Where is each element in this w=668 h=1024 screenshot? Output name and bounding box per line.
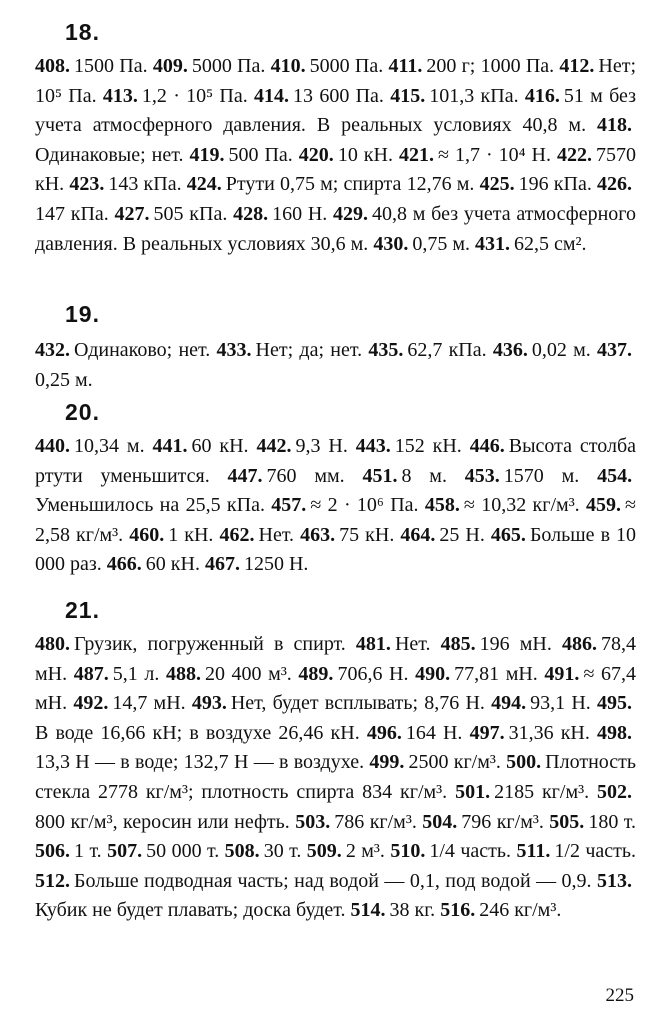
answer-text: 9,3 Н. [295, 435, 348, 457]
answer-text: Кубик не будет плавать; доска будет. [35, 899, 346, 922]
answer-text: Ртути 0,75 м; спирта 12,76 м. [225, 173, 475, 196]
answer-text: 0,02 м. [531, 339, 591, 361]
answer-entry [35, 339, 210, 361]
answer-text: 2500 кг/м³. [408, 751, 501, 774]
answer-text: ≈ 1,7 · 10⁴ Н. [437, 143, 551, 166]
answer-number: 419. [189, 143, 225, 166]
answer-number: 467. [204, 553, 240, 576]
answer-number: 504. [422, 810, 458, 833]
answer-text: 13,3 Н — в воде; 132,7 Н — в воздухе. [35, 751, 365, 774]
answer-entry [441, 633, 552, 655]
answer-number: 459. [586, 494, 622, 517]
answer-text: 505 кПа. [153, 202, 228, 225]
answer-text: 1/2 часть. [554, 840, 637, 863]
answer-entry [192, 692, 485, 714]
section-answers [35, 52, 636, 259]
answer-entry [271, 55, 384, 77]
answer-entry [254, 85, 384, 107]
answer-entry [368, 339, 486, 361]
answer-number: 460. [129, 523, 165, 546]
answer-text: 196 мН. [479, 633, 552, 655]
answer-text: 760 мм. [266, 464, 345, 487]
answer-number: 410. [270, 55, 306, 77]
answer-entry [400, 524, 485, 546]
answer-number: 516. [440, 899, 476, 922]
answer-text: 0,25 м. [35, 368, 93, 391]
answer-text: ≈ 10,32 кг/м³. [463, 494, 580, 517]
answer-number: 494. [491, 692, 527, 715]
answer-text: 2185 кг/м³. [494, 780, 590, 803]
answer-text: 40,8 м без учета атмосферного давления. В реальных условиях 30,6 м. [35, 202, 637, 255]
answer-number: 433. [216, 339, 252, 361]
answer-text: 1570 м. [503, 464, 580, 487]
answer-text: 200 г; 1000 Па. [426, 55, 555, 77]
answer-text: 180 т. [588, 810, 636, 833]
answer-number: 429. [333, 202, 369, 225]
answer-text: ≈ 2,58 кг/м³. [35, 494, 637, 546]
answer-entry [228, 465, 345, 487]
answer-text: 800 кг/м³, керосин или нефть. [35, 810, 290, 833]
answer-text: Нет; 10⁵ Па. [35, 55, 637, 107]
answer-number: 420. [298, 143, 334, 166]
answer-entry [205, 553, 308, 575]
answer-number: 428. [233, 202, 269, 225]
answer-number: 431. [474, 232, 510, 255]
answer-entry [69, 173, 181, 195]
answer-entry [307, 840, 385, 862]
answer-text: В воде 16,66 кН; в воздухе 26,46 кН. [35, 721, 360, 744]
answer-number: 427. [114, 202, 150, 225]
answer-number: 464. [400, 523, 436, 546]
answer-entry [73, 692, 185, 714]
answer-number: 411. [388, 55, 423, 77]
answer-entry [225, 840, 302, 862]
answer-text: 30 т. [263, 840, 302, 863]
answer-text: 143 кПа. [108, 173, 182, 196]
answer-number: 498. [597, 721, 632, 744]
answer-number: 491. [544, 662, 580, 685]
section-answers [35, 336, 636, 395]
answer-number: 424. [186, 173, 222, 196]
answer-entry [300, 524, 394, 546]
answer-number: 414. [254, 84, 290, 107]
answer-number: 496. [366, 721, 402, 744]
answer-entry [295, 811, 417, 833]
answer-entry [422, 811, 544, 833]
answer-text: 164 Н. [405, 721, 463, 744]
answer-number: 513. [596, 869, 632, 892]
answer-text: 1,2 · 10⁵ Па. [141, 84, 248, 107]
answer-number: 458. [424, 494, 460, 517]
answer-entry [35, 55, 148, 77]
answer-number: 443. [355, 435, 391, 457]
answer-text: 93,1 Н. [530, 692, 591, 715]
answer-text: 196 кПа. [518, 173, 592, 196]
page-number: 225 [605, 985, 634, 1006]
answer-entry [129, 524, 213, 546]
answer-entry [298, 663, 408, 685]
answer-text: 10,34 м. [74, 435, 145, 457]
section-heading: 20. [65, 399, 100, 425]
answer-text: 0,75 м. [412, 232, 470, 255]
answer-text: 62,7 кПа. [407, 339, 487, 361]
answer-text: Нет, будет всплывать; 8,76 Н. [230, 692, 485, 715]
answer-entry [480, 173, 592, 195]
answer-text: 77,81 мН. [454, 662, 538, 685]
answer-number: 432. [35, 339, 70, 361]
answer-entry [399, 144, 551, 166]
answer-text: Нет. [394, 633, 431, 655]
answer-text: 60 кН. [191, 435, 249, 457]
answer-number: 499. [369, 751, 405, 774]
answer-number: 503. [295, 810, 331, 833]
answer-entry [189, 144, 292, 166]
answer-entry [440, 899, 561, 921]
answer-text: Уменьшилось на 25,5 кПа. [35, 494, 265, 517]
answer-text: Высота столба ртути уменьшится. [35, 435, 637, 487]
answer-number: 514. [350, 899, 386, 922]
answer-entry [390, 840, 511, 862]
answer-number: 422. [557, 143, 592, 166]
answer-entry [373, 233, 470, 255]
answer-number: 435. [368, 339, 404, 361]
answer-number: 511. [516, 840, 551, 863]
answer-number: 436. [492, 339, 528, 361]
answer-number: 501. [455, 780, 491, 803]
answer-number: 510. [390, 840, 426, 863]
answer-text: 1250 Н. [243, 553, 309, 576]
answer-number: 453. [464, 464, 500, 487]
answer-text: 101,3 кПа. [429, 84, 519, 107]
answer-text: Одинаково; нет. [74, 339, 211, 361]
answer-entry [107, 840, 219, 862]
answer-number: 425. [479, 173, 515, 196]
answer-entry [470, 722, 590, 744]
answer-number: 457. [271, 494, 307, 517]
answer-text: 1 кН. [168, 523, 214, 546]
answer-number: 423. [69, 173, 105, 196]
answer-text: 75 кН. [339, 523, 395, 546]
answer-number: 497. [469, 721, 505, 744]
answer-text: 2 м³. [345, 840, 385, 863]
answer-number: 492. [73, 692, 109, 715]
answer-text: ≈ 2 · 10⁶ Па. [310, 494, 419, 517]
answer-number: 487. [73, 662, 109, 685]
answer-number: 490. [415, 662, 451, 685]
answer-entry [35, 840, 102, 862]
section-answers [35, 630, 636, 926]
answer-entry [388, 55, 554, 77]
answer-entry [351, 899, 436, 921]
answer-entry [217, 339, 363, 361]
answer-number: 426. [597, 173, 632, 196]
answer-number: 463. [300, 523, 336, 546]
answer-text: Нет. [258, 523, 295, 546]
answer-text: 10 кН. [337, 143, 393, 166]
answer-number: 413. [102, 84, 138, 107]
answer-text: 500 Па. [228, 143, 293, 166]
answer-text: 20 400 м³. [204, 662, 292, 685]
answer-entry [415, 663, 538, 685]
answer-entry [299, 144, 393, 166]
answer-number: 502. [596, 780, 632, 803]
answer-text: 5000 Па. [191, 55, 266, 77]
answer-text: 1/4 часть. [429, 840, 512, 863]
answer-text: 38 кг. [389, 899, 436, 922]
answer-number: 486. [562, 633, 597, 655]
answer-number: 430. [373, 232, 409, 255]
answer-entry [103, 85, 248, 107]
answer-text: 5000 Па. [309, 55, 384, 77]
answer-entry [219, 524, 294, 546]
answer-entry [356, 633, 431, 655]
answer-number: 440. [35, 435, 70, 457]
answer-entry [256, 435, 347, 457]
answer-entry [271, 494, 418, 516]
answer-number: 454. [597, 464, 633, 487]
answer-number: 495. [596, 692, 632, 715]
answer-number: 408. [35, 55, 70, 77]
answer-number: 488. [165, 662, 201, 685]
answer-text: 246 кг/м³. [479, 899, 562, 922]
answer-entry [362, 465, 446, 487]
answer-entry [491, 692, 591, 714]
answer-text: 786 кг/м³. [334, 810, 417, 833]
answer-text: Больше подводная часть; над водой — 0,1, под водой — 0,9. [74, 869, 592, 892]
answer-number: 493. [191, 692, 227, 715]
answer-number: 437. [597, 339, 633, 361]
answer-text: 1500 Па. [74, 55, 148, 77]
answer-entry [356, 435, 462, 457]
answer-entry [35, 435, 145, 457]
answer-number: 421. [398, 143, 434, 166]
answer-entry [152, 435, 248, 457]
answer-text: Одинаковые; нет. [35, 143, 184, 166]
answer-number: 447. [227, 464, 263, 487]
answer-text: 31,36 кН. [508, 721, 590, 744]
answer-entry [455, 781, 589, 803]
answer-entry [493, 339, 591, 361]
answer-entry [35, 633, 346, 655]
answer-text: 14,7 мН. [112, 692, 186, 715]
answer-number: 441. [152, 435, 188, 457]
answer-text: 78,4 мН. [35, 633, 637, 685]
answer-text: 152 кН. [394, 435, 462, 457]
answer-number: 451. [362, 464, 398, 487]
answer-entry [516, 840, 636, 862]
answer-text: 1 т. [74, 840, 102, 863]
answer-text: 147 кПа. [35, 202, 109, 225]
answer-number: 446. [469, 435, 505, 457]
answer-entry [153, 55, 266, 77]
answer-entry [187, 173, 475, 195]
answer-entry [475, 233, 587, 255]
answer-text: 706,6 Н. [337, 662, 409, 685]
answer-number: 500. [506, 751, 542, 774]
answer-text: ≈ 67,4 мН. [35, 662, 637, 715]
answer-entry [367, 722, 463, 744]
answer-text: Больше в 10 000 раз. [35, 523, 637, 576]
answer-number: 505. [549, 810, 585, 833]
answer-entry [35, 870, 592, 892]
answer-entry [549, 811, 636, 833]
answer-number: 418. [596, 114, 632, 137]
answer-entry [166, 663, 292, 685]
answer-text: Плотность стекла 2778 кг/м³; плотность спирта 834 кг/м³. [35, 751, 637, 803]
answer-number: 465. [490, 523, 526, 546]
answer-text: 51 м без учета атмосферного давления. В реальных условиях 40,8 м. [35, 84, 637, 137]
answer-number: 508. [224, 840, 260, 863]
answer-text: 8 м. [401, 464, 447, 487]
answer-number: 409. [152, 55, 188, 77]
answer-text: 25 Н. [439, 523, 485, 546]
answer-text: 13 600 Па. [293, 84, 384, 107]
answer-text: 60 кН. [145, 553, 200, 576]
section-heading: 21. [65, 597, 100, 623]
answer-number: 412. [559, 55, 595, 77]
answer-entry [233, 203, 327, 225]
answer-entry [369, 751, 500, 773]
answer-number: 466. [106, 553, 142, 576]
answer-number: 512. [35, 869, 70, 892]
answer-number: 416. [524, 84, 560, 107]
answer-entry [465, 465, 579, 487]
answer-number: 485. [440, 633, 476, 655]
answer-entry [115, 203, 228, 225]
answer-number: 481. [355, 633, 391, 655]
answer-text: 796 кг/м³. [461, 810, 544, 833]
answer-number: 462. [219, 523, 255, 546]
answer-entry [74, 663, 160, 685]
answer-number: 480. [35, 633, 70, 655]
answer-number: 415. [390, 84, 426, 107]
answer-text: 5,1 л. [112, 662, 160, 685]
answer-number: 506. [35, 840, 70, 863]
answer-number: 489. [298, 662, 334, 685]
section-heading: 18. [65, 19, 100, 45]
answer-entry [425, 494, 580, 516]
answer-entry [107, 553, 200, 575]
answer-number: 507. [107, 840, 143, 863]
answer-text: Грузик, погруженный в спирт. [74, 633, 346, 655]
answer-text: Нет; да; нет. [255, 339, 363, 361]
answer-text: 50 000 т. [146, 840, 220, 863]
answer-number: 509. [306, 840, 342, 863]
section-answers [35, 432, 636, 580]
answer-text: 62,5 см². [514, 232, 587, 255]
answer-entry [390, 85, 518, 107]
answer-number: 442. [256, 435, 292, 457]
answer-text: 7570 кН. [35, 143, 637, 196]
section-heading: 19. [65, 301, 100, 327]
answer-text: 160 Н. [272, 202, 328, 225]
